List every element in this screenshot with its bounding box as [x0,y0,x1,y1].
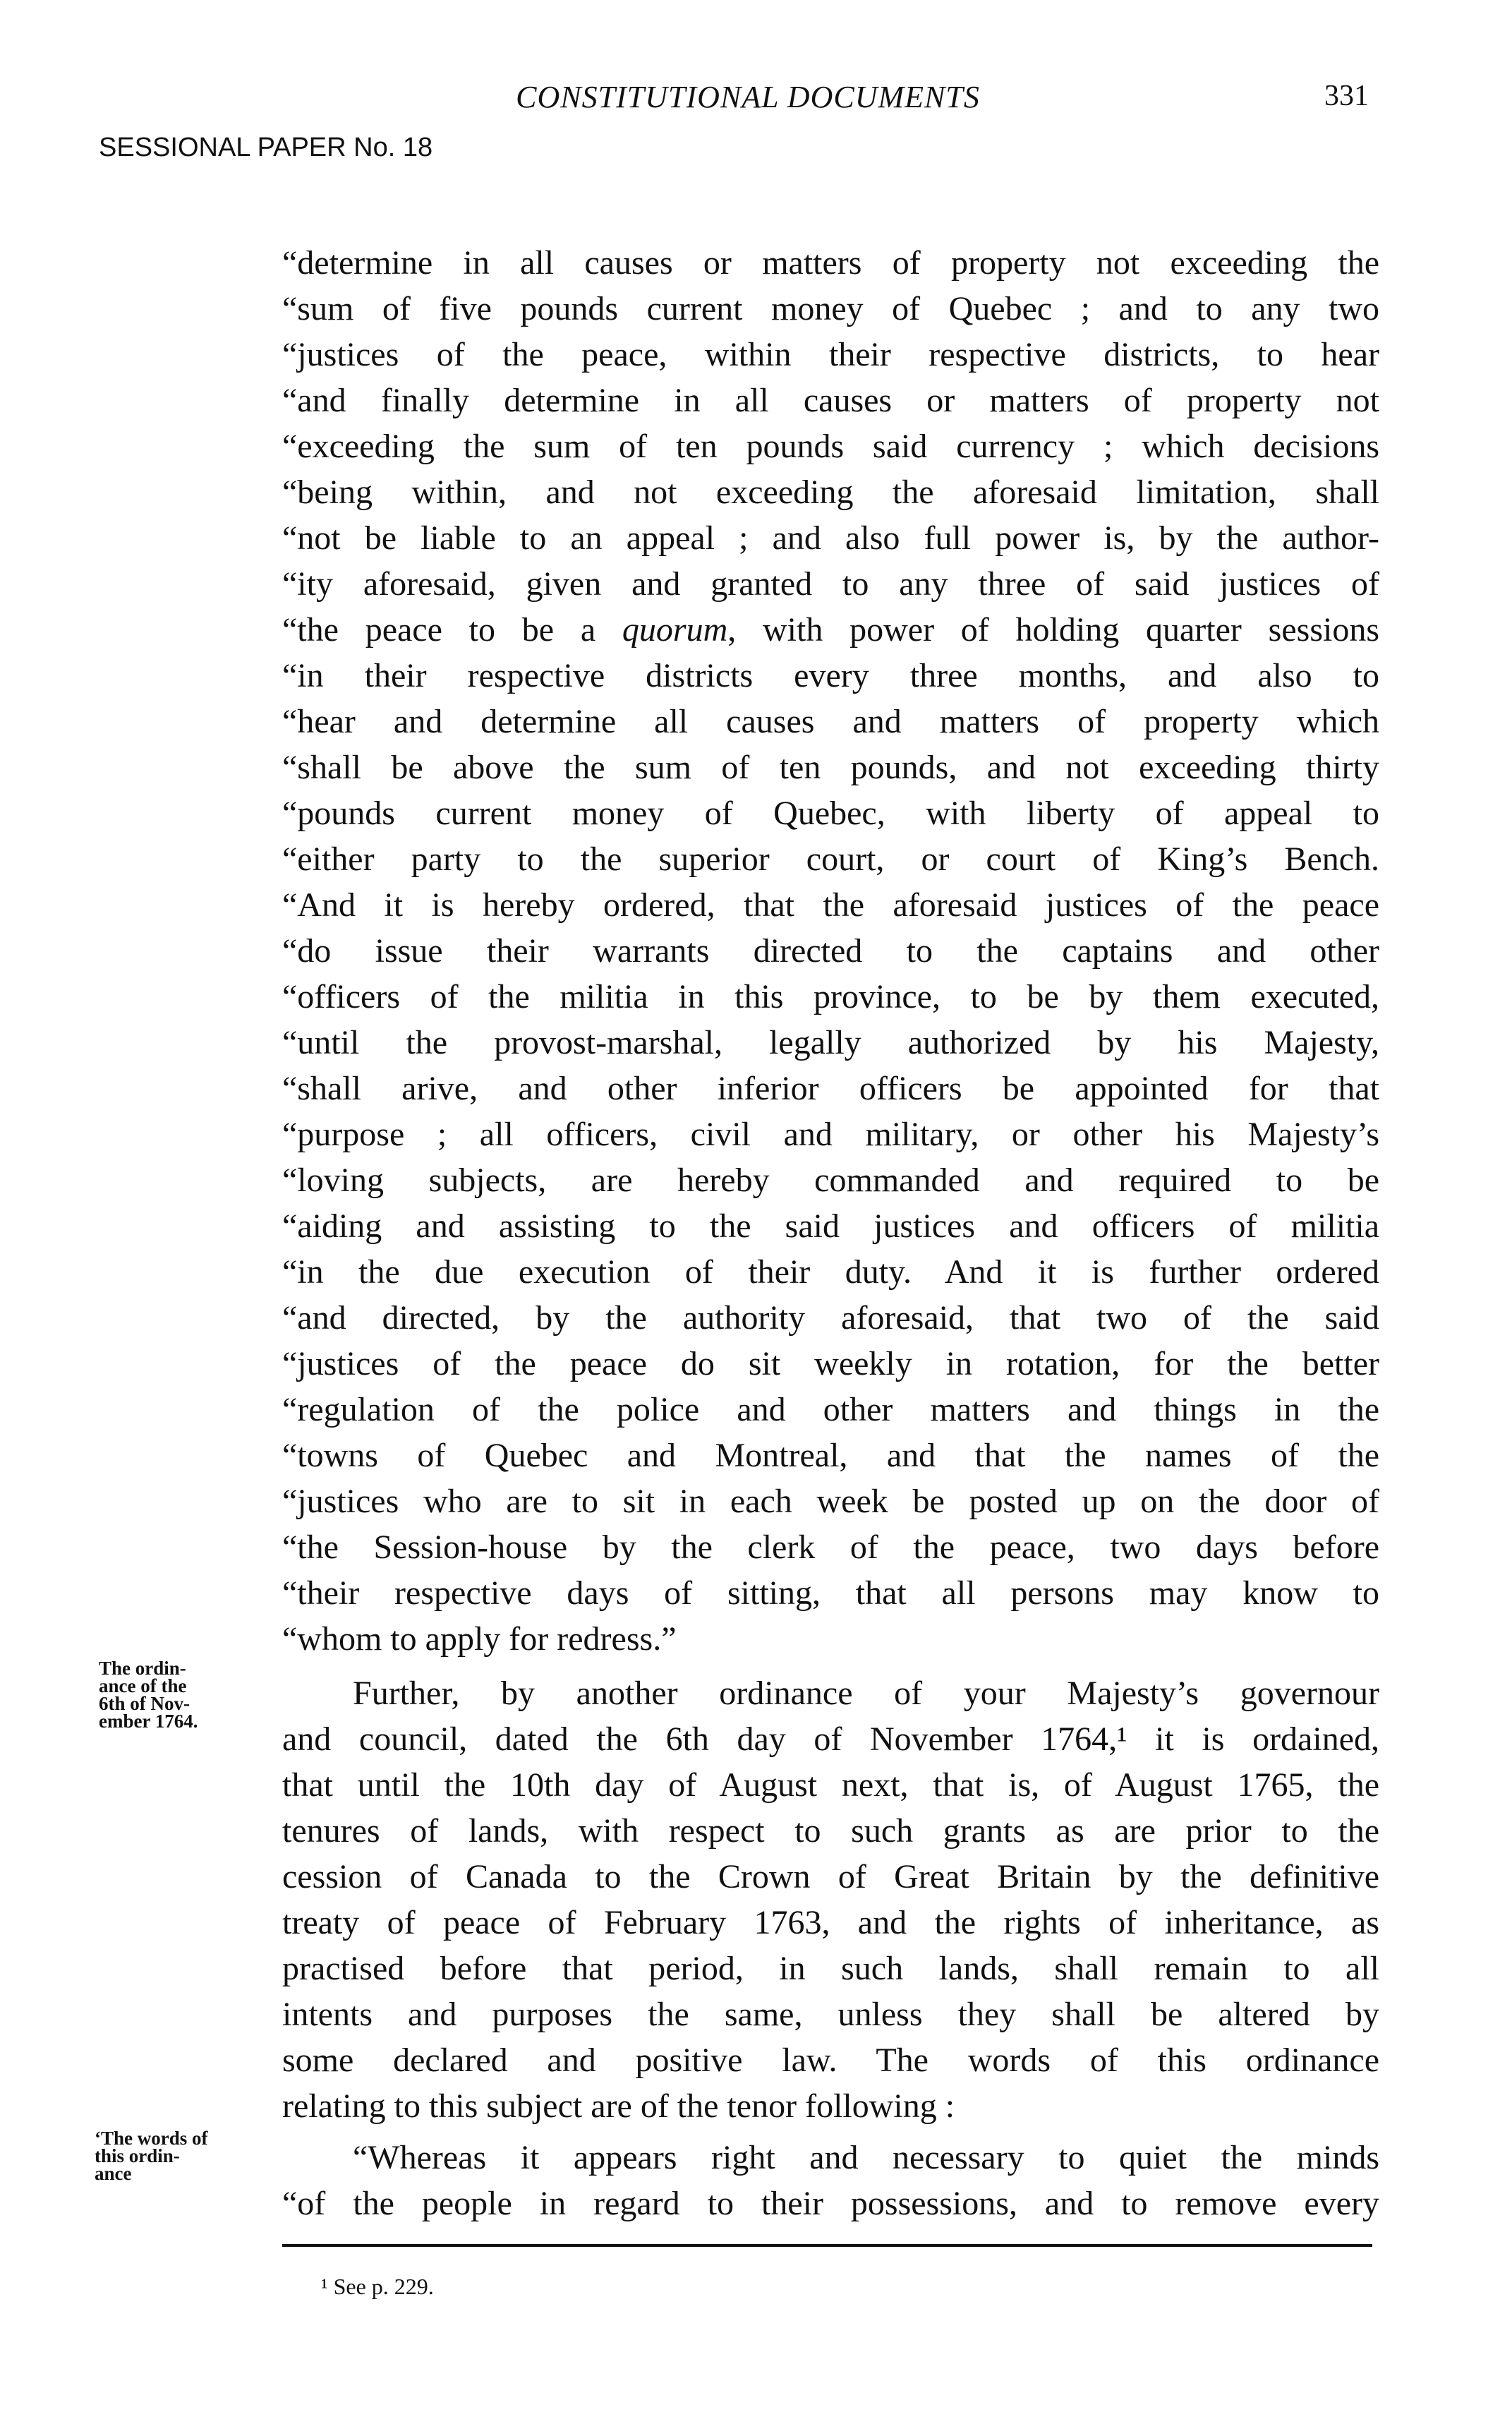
text-line: “until the provost-marshal, legally authorized by his Majesty, [282,1024,1379,1061]
text-line: “whom to apply for redress.” [282,1620,677,1658]
text-line: “in their respective districts every three months, and also to [282,657,1379,694]
text-line: “their respective days of sitting, that all persons may know to [282,1574,1379,1612]
text-line: treaty of peace of February 1763, and the rights of inheritance, as [282,1904,1379,1941]
text-line: “not be liable to an appeal ; and also full power is, by the author- [282,519,1379,557]
text-line: and council, dated the 6th day of November 1764,¹ it is ordained, [282,1720,1379,1758]
text-line: “pounds current money of Quebec, with liberty of appeal to [282,795,1379,832]
text-line: “being within, and not exceeding the aforesaid limitation, shall [282,474,1379,511]
text-line: “ity aforesaid, given and granted to any three of said justices of [282,565,1379,603]
text-line: intents and purposes the same, unless they shall be altered by [282,1996,1379,2033]
text-line: some declared and positive law. The words of this ordinance [282,2042,1379,2079]
paragraph [282,240,1379,1662]
text-line: “either party to the superior court, or court of King’s Bench. [282,840,1379,878]
margin-note-line: ‘The words of [95,2128,208,2149]
text-line: “sum of five pounds current money of Quebec ; and to any two [282,290,1379,327]
paragraph [282,1670,1379,2129]
margin-note-line: 6th of Nov- [99,1693,190,1714]
text-line: “and directed, by the authority aforesaid, that two of the said [282,1299,1379,1337]
margin-note-line: this ordin- [95,2145,180,2166]
sessional-paper-label: SESSIONAL PAPER No. 18 [99,133,433,162]
text-line: “justices who are to sit in each week be posted up on the door of [282,1483,1379,1520]
text-line: “and finally determine in all causes or matters of property not [282,382,1379,419]
margin-note-line: ance of the [99,1675,187,1696]
text-line: “Whereas it appears right and necessary to quiet the minds [353,2139,1379,2176]
paragraph [282,2135,1379,2226]
text-line: “the Session-house by the clerk of the peace, two days before [282,1528,1379,1566]
margin-note-line: ance [95,2163,132,2184]
page-number: 331 [1324,80,1369,112]
margin-note-line: The ordin- [99,1658,186,1679]
text-line: “shall be above the sum of ten pounds, and not exceeding thirty [282,749,1379,786]
text-line: “shall arive, and other inferior officers be appointed for that [282,1070,1379,1107]
text-line: “regulation of the police and other matters and things in the [282,1391,1379,1428]
text-line: “justices of the peace, within their respective districts, to hear [282,336,1379,373]
text-line: “justices of the peace do sit weekly in rotation, for the better [282,1345,1379,1382]
text-line: “of the people in regard to their possessions, and to remove every [282,2185,1379,2222]
text-line: “hear and determine all causes and matters of property which [282,703,1379,740]
margin-note-line: ember 1764. [99,1711,198,1732]
running-header-title: CONSTITUTIONAL DOCUMENTS [516,80,980,114]
text-line: practised before that period, in such lands, shall remain to all [282,1950,1379,1987]
text-line: “do issue their warrants directed to the captains and other [282,932,1379,970]
text-line: “towns of Quebec and Montreal, and that the names of the [282,1437,1379,1474]
footnote-rule [282,2244,1372,2247]
text-line: “officers of the militia in this province, to be by them executed, [282,978,1379,1015]
text-line: “loving subjects, are hereby commanded and required to be [282,1162,1379,1199]
text-line: relating to this subject are of the tenor following : [282,2087,955,2125]
text-line: “determine in all causes or matters of property not exceeding the [282,244,1379,282]
text-line: “in the due execution of their duty. And it is further ordered [282,1253,1379,1291]
footnote: ¹ See p. 229. [321,2274,434,2299]
text-line: “And it is hereby ordered, that the aforesaid justices of the peace [282,886,1379,924]
margin-note-ordinance-1764 [99,1660,198,1730]
text-line: Further, by another ordinance of your Majesty’s governour [353,1675,1379,1712]
text-line: “purpose ; all officers, civil and military, or other his Majesty’s [282,1116,1379,1153]
text-line: that until the 10th day of August next, that is, of August 1765, the [282,1766,1379,1804]
body-text [282,240,1379,2226]
text-line: “exceeding the sum of ten pounds said currency ; which decisions [282,428,1379,465]
text-line: “aiding and assisting to the said justices and officers of militia [282,1207,1379,1245]
text-line: cession of Canada to the Crown of Great Britain by the definitive [282,1858,1379,1895]
text-line: “the peace to be a quorum, with power of holding quarter sessions [282,611,1380,649]
text-line: tenures of lands, with respect to such grants as are prior to the [282,1812,1379,1850]
margin-note-words-of-ordinance [95,2130,208,2183]
